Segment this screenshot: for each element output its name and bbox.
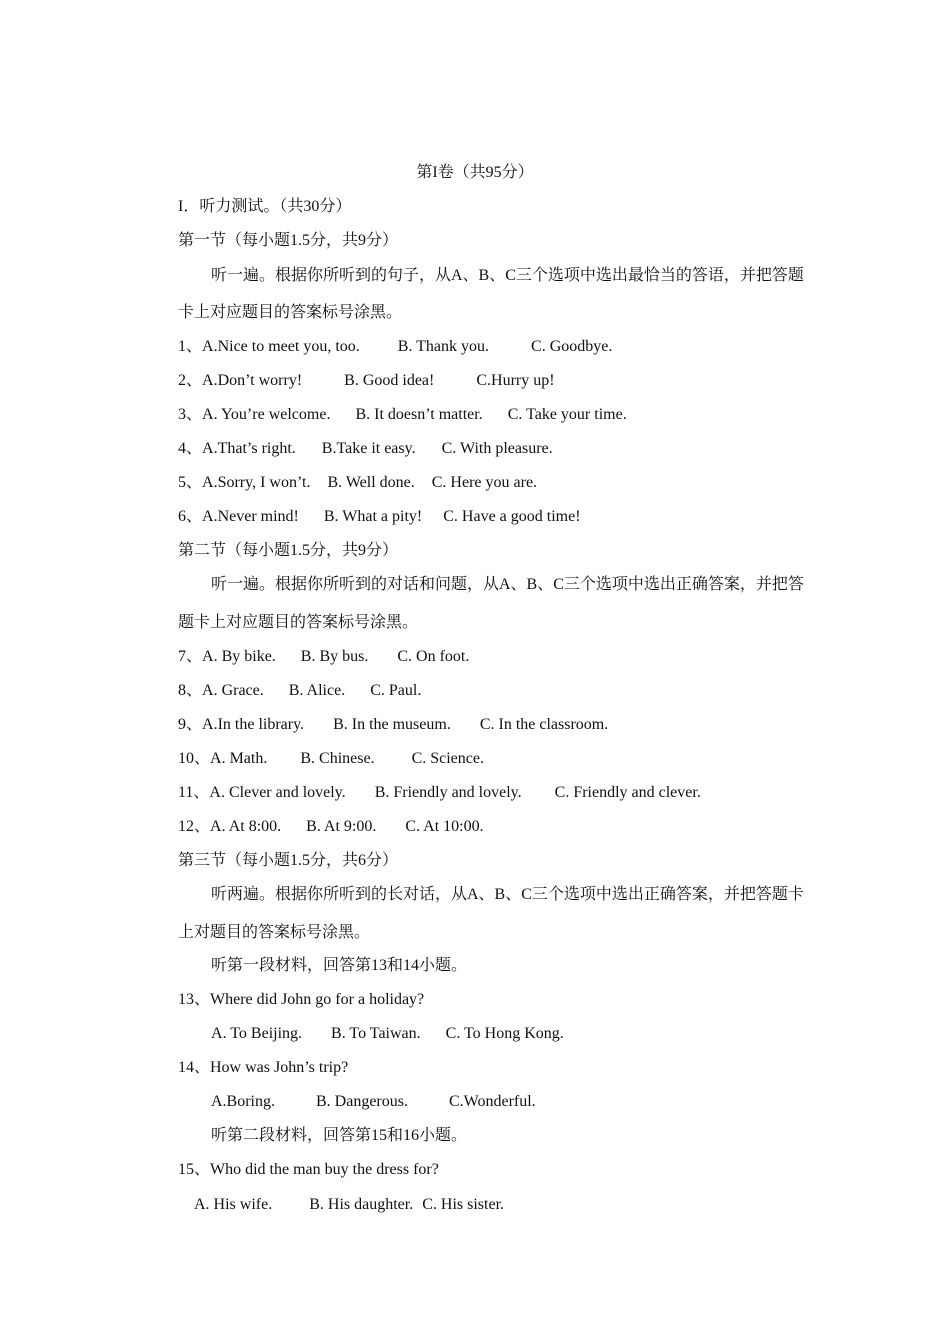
section1-heading: 第一节（每小题1.5分，共9分） bbox=[178, 232, 399, 249]
question-14-stem: 14、How was John’s trip? bbox=[178, 1059, 349, 1076]
option-c: C.Wonderful. bbox=[448, 1093, 536, 1110]
question-number: 8、 bbox=[178, 682, 203, 699]
option-c: C. At 10:00. bbox=[405, 818, 484, 835]
question-1 bbox=[178, 337, 612, 357]
option-b: B. To Taiwan. bbox=[331, 1025, 421, 1042]
option-a: A.In the library. bbox=[202, 716, 305, 733]
question-number: 6、 bbox=[178, 508, 203, 525]
option-c: C. Take your time. bbox=[507, 406, 627, 423]
question-number: 2、 bbox=[178, 372, 203, 389]
option-b: B. Alice. bbox=[288, 682, 346, 699]
part1-heading: I．听力测试。（共30分） bbox=[178, 198, 352, 215]
option-c: C. Have a good time! bbox=[443, 508, 581, 525]
question-7 bbox=[178, 647, 469, 667]
option-b: B. Well done. bbox=[327, 474, 415, 491]
option-b: B. Thank you. bbox=[397, 338, 490, 355]
option-b: B. His daughter. bbox=[309, 1196, 414, 1213]
question-9 bbox=[178, 715, 608, 735]
question-number: 1、 bbox=[178, 338, 203, 355]
option-c: C. To Hong Kong. bbox=[445, 1025, 564, 1042]
option-a: A.Don’t worry! bbox=[202, 372, 303, 389]
question-13-options bbox=[211, 1024, 564, 1044]
question-3 bbox=[178, 405, 627, 425]
option-a: A. Clever and lovely. bbox=[209, 784, 346, 801]
option-c: C. Paul. bbox=[370, 682, 422, 699]
option-b: B. It doesn’t matter. bbox=[355, 406, 483, 423]
option-a: A.Never mind! bbox=[202, 508, 299, 525]
option-a: A. Math. bbox=[210, 750, 268, 767]
option-c: C. With pleasure. bbox=[441, 440, 553, 457]
question-6 bbox=[178, 507, 581, 527]
question-15-stem: 15、Who did the man buy the dress for? bbox=[178, 1161, 439, 1178]
option-c: C. Goodbye. bbox=[531, 338, 613, 355]
question-15-options bbox=[194, 1195, 504, 1215]
option-a: A.That’s right. bbox=[202, 440, 296, 457]
option-a: A. His wife. bbox=[194, 1196, 273, 1213]
question-13-stem: 13、Where did John go for a holiday? bbox=[178, 991, 425, 1008]
option-a: A. You’re welcome. bbox=[202, 406, 331, 423]
paper-title: 第I卷（共95分） bbox=[416, 164, 534, 181]
section2-instruction-line1: 听一遍。根据你所听到的对话和问题，从A、B、C三个选项中选出正确答案，并把答 bbox=[211, 576, 804, 593]
option-b: B. Good idea! bbox=[344, 372, 435, 389]
question-number: 10、 bbox=[178, 750, 211, 767]
option-c: C. Science. bbox=[411, 750, 484, 767]
option-b: B. What a pity! bbox=[323, 508, 423, 525]
option-a: A. Grace. bbox=[202, 682, 264, 699]
question-number: 12、 bbox=[178, 818, 211, 835]
question-12 bbox=[178, 817, 484, 837]
option-c: C. His sister. bbox=[422, 1196, 505, 1213]
option-a: A.Sorry, I won’t. bbox=[202, 474, 311, 491]
question-5 bbox=[178, 473, 537, 493]
option-b: B. In the museum. bbox=[333, 716, 451, 733]
section2-instruction-line2: 题卡上对应题目的答案标号涂黑。 bbox=[178, 614, 419, 631]
option-a: A. At 8:00. bbox=[210, 818, 282, 835]
question-14-options bbox=[211, 1092, 536, 1112]
option-c: C.Hurry up! bbox=[476, 372, 555, 389]
section1-instruction-line1: 听一遍。根据你所听到的句子，从A、B、C三个选项中选出最恰当的答语，并把答题 bbox=[211, 267, 804, 284]
question-8 bbox=[178, 681, 421, 701]
option-b: B. By bus. bbox=[300, 648, 369, 665]
option-b: B. Friendly and lovely. bbox=[374, 784, 522, 801]
material-1-note: 听第一段材料，回答第13和14小题。 bbox=[211, 957, 468, 974]
section2-heading: 第二节（每小题1.5分，共9分） bbox=[178, 542, 399, 559]
option-c: C. Friendly and clever. bbox=[554, 784, 701, 801]
option-c: C. On foot. bbox=[397, 648, 470, 665]
option-a: A.Nice to meet you, too. bbox=[202, 338, 360, 355]
option-b: B.Take it easy. bbox=[321, 440, 416, 457]
option-c: C. Here you are. bbox=[431, 474, 538, 491]
option-a: A. By bike. bbox=[202, 648, 276, 665]
question-number: 7、 bbox=[178, 648, 203, 665]
question-2 bbox=[178, 371, 555, 391]
option-c: C. In the classroom. bbox=[479, 716, 609, 733]
section3-instruction-line2: 上对题目的答案标号涂黑。 bbox=[178, 924, 371, 941]
option-b: B. At 9:00. bbox=[306, 818, 377, 835]
option-b: B. Chinese. bbox=[300, 750, 375, 767]
section1-instruction-line2: 卡上对应题目的答案标号涂黑。 bbox=[178, 304, 403, 321]
question-4 bbox=[178, 439, 553, 459]
section3-instruction-line1: 听两遍。根据你所听到的长对话，从A、B、C三个选项中选出正确答案，并把答题卡 bbox=[211, 886, 804, 903]
option-a: A.Boring. bbox=[211, 1093, 275, 1110]
question-number: 9、 bbox=[178, 716, 203, 733]
question-number: 5、 bbox=[178, 474, 203, 491]
question-number: 11、 bbox=[178, 784, 210, 801]
question-10 bbox=[178, 749, 484, 769]
section3-heading: 第三节（每小题1.5分，共6分） bbox=[178, 852, 399, 869]
question-number: 3、 bbox=[178, 406, 203, 423]
material-2-note: 听第二段材料，回答第15和16小题。 bbox=[211, 1127, 468, 1144]
question-11 bbox=[178, 783, 701, 803]
option-b: B. Dangerous. bbox=[316, 1093, 408, 1110]
option-a: A. To Beijing. bbox=[211, 1025, 303, 1042]
question-number: 4、 bbox=[178, 440, 203, 457]
